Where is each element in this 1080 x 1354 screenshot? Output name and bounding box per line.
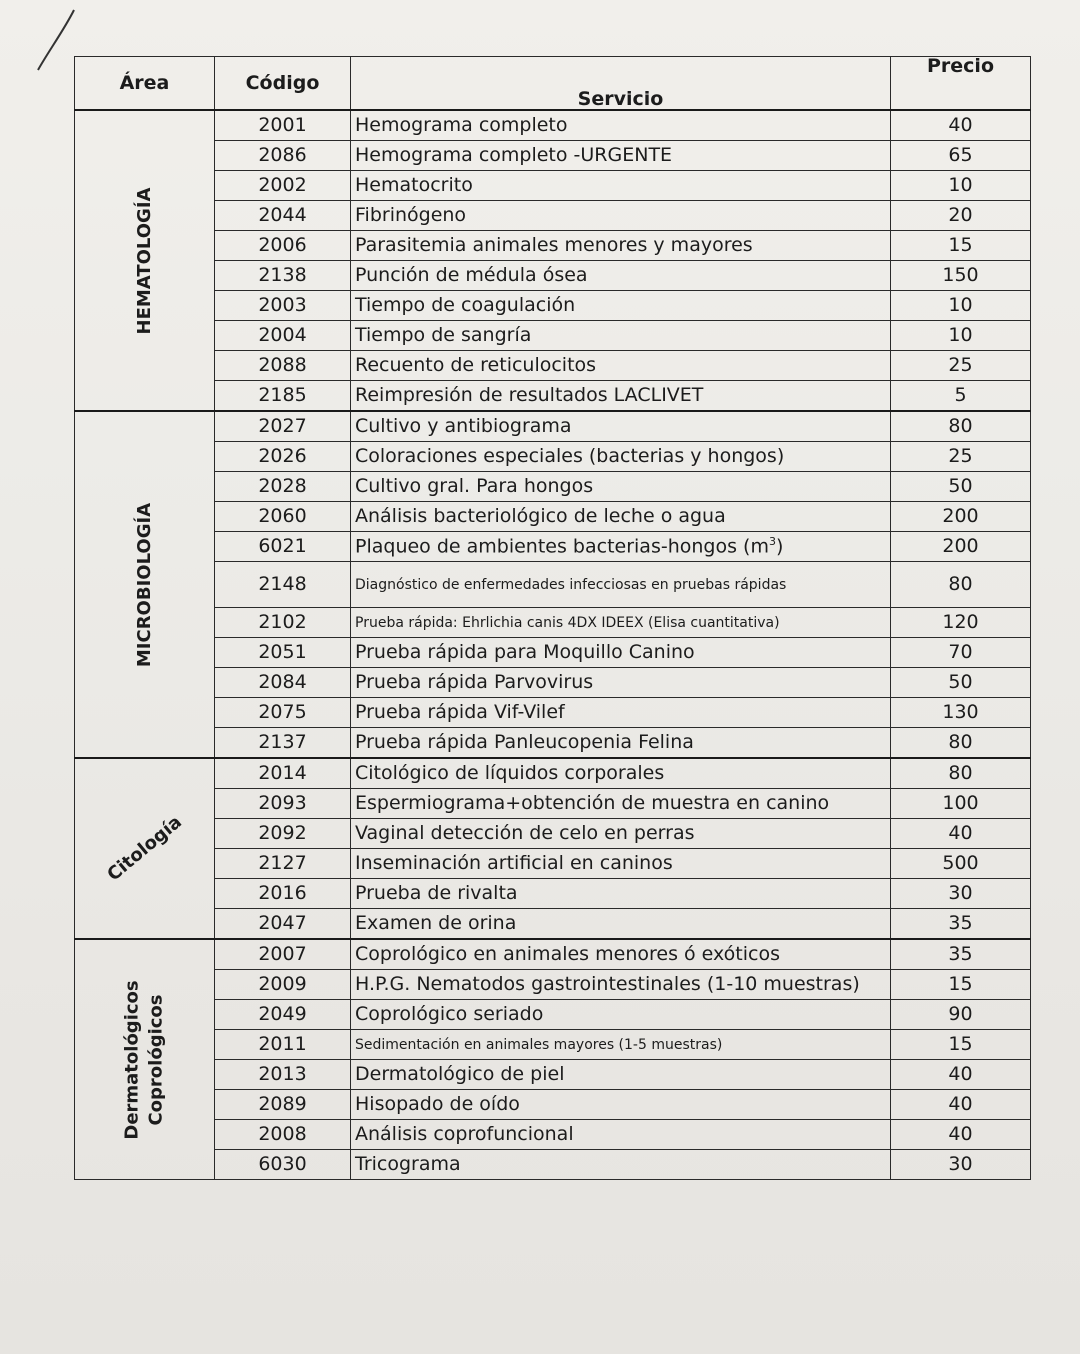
service-text-end: ): [775, 535, 784, 558]
service-cell: [351, 1120, 891, 1150]
service-cell: [351, 879, 891, 909]
service-text: H.P.G. Nematodos gastrointestinales (1-10 muestras): [355, 973, 860, 995]
price-cell: 25: [891, 442, 1031, 472]
service-text: Diagnóstico de enfermedades infecciosas en pruebas rápidas: [355, 576, 787, 593]
price-cell: 40: [891, 1090, 1031, 1120]
area-label-line: MICROBIOLOGÍA: [133, 502, 155, 667]
code-cell: 2003: [215, 291, 351, 321]
code-cell: 2148: [215, 562, 351, 608]
price-cell: 10: [891, 321, 1031, 351]
service-text: Coprológico seriado: [355, 1003, 544, 1025]
price-cell: 10: [891, 171, 1031, 201]
table-row: [75, 970, 1031, 1000]
service-text: Tricograma: [355, 1153, 461, 1175]
service-text: Vaginal detección de celo en perras: [355, 822, 695, 844]
code-cell: 2049: [215, 1000, 351, 1030]
service-cell: [351, 562, 891, 608]
table-row: [75, 141, 1031, 171]
price-cell: 80: [891, 562, 1031, 608]
pen-stroke-mark: [34, 8, 78, 72]
table-row: [75, 758, 1031, 789]
code-cell: 2007: [215, 939, 351, 970]
service-cell: [351, 201, 891, 231]
price-cell: 70: [891, 638, 1031, 668]
service-cell: [351, 668, 891, 698]
table-row: [75, 638, 1031, 668]
price-cell: 200: [891, 502, 1031, 532]
area-cell: [75, 110, 215, 411]
service-text: Prueba rápida Vif-Vilef: [355, 701, 565, 723]
price-table-body: [75, 110, 1031, 1180]
code-cell: 2044: [215, 201, 351, 231]
area-label-line: Citología: [102, 811, 186, 886]
service-cell: [351, 819, 891, 849]
service-cell: [351, 472, 891, 502]
service-text: Prueba rápida Parvovirus: [355, 671, 594, 693]
table-row: [75, 532, 1031, 562]
service-cell: [351, 502, 891, 532]
area-label-line: Dermatológicos: [121, 979, 143, 1140]
service-text: Cultivo gral. Para hongos: [355, 475, 594, 497]
service-cell: [351, 411, 891, 442]
code-cell: 2060: [215, 502, 351, 532]
service-text: Espermiograma+obtención de muestra en canino: [355, 792, 830, 814]
table-row: [75, 789, 1031, 819]
price-cell: 15: [891, 970, 1031, 1000]
table-row: [75, 1000, 1031, 1030]
price-table: [74, 56, 1031, 1180]
service-cell: [351, 1000, 891, 1030]
service-text: Parasitemia animales menores y mayores: [355, 234, 753, 256]
service-cell: [351, 909, 891, 940]
price-cell: 30: [891, 1150, 1031, 1180]
service-text: Sedimentación en animales mayores (1-5 muestras): [355, 1036, 723, 1053]
price-cell: 40: [891, 1060, 1031, 1090]
table-row: [75, 381, 1031, 412]
table-row: [75, 502, 1031, 532]
price-cell: 120: [891, 608, 1031, 638]
code-cell: 2002: [215, 171, 351, 201]
superscript: 3: [768, 535, 776, 549]
service-cell: [351, 728, 891, 759]
service-cell: [351, 231, 891, 261]
service-cell: [351, 442, 891, 472]
code-cell: 6021: [215, 532, 351, 562]
price-cell: 100: [891, 789, 1031, 819]
code-cell: 2088: [215, 351, 351, 381]
service-text: Prueba rápida para Moquillo Canino: [355, 641, 695, 663]
service-cell: [351, 789, 891, 819]
service-text: Coprológico en animales menores ó exóticos: [355, 943, 781, 965]
service-cell: [351, 608, 891, 638]
price-cell: 200: [891, 532, 1031, 562]
code-cell: 2092: [215, 819, 351, 849]
table-row: [75, 1120, 1031, 1150]
service-text: Recuento de reticulocitos: [355, 354, 597, 376]
area-label: [132, 187, 156, 334]
price-cell: 25: [891, 351, 1031, 381]
area-cell: [75, 411, 215, 758]
price-cell: 40: [891, 1120, 1031, 1150]
code-cell: 2185: [215, 381, 351, 412]
table-header-row: [75, 57, 1031, 111]
header-code: Código: [215, 57, 351, 111]
table-row: [75, 261, 1031, 291]
price-cell: 50: [891, 472, 1031, 502]
price-cell: 30: [891, 879, 1031, 909]
service-text: Examen de orina: [355, 912, 517, 934]
price-cell: 80: [891, 411, 1031, 442]
service-cell: [351, 849, 891, 879]
code-cell: 2006: [215, 231, 351, 261]
service-text: Tiempo de coagulación: [355, 294, 576, 316]
code-cell: 2138: [215, 261, 351, 291]
price-cell: 40: [891, 819, 1031, 849]
header-area: Área: [75, 57, 215, 111]
table-row: [75, 231, 1031, 261]
table-row: [75, 291, 1031, 321]
service-text: Inseminación artificial en caninos: [355, 852, 673, 874]
price-cell: 5: [891, 381, 1031, 412]
area-cell: [75, 758, 215, 939]
table-row: [75, 849, 1031, 879]
table-row: [75, 110, 1031, 141]
price-cell: 35: [891, 939, 1031, 970]
table-row: [75, 698, 1031, 728]
service-cell: [351, 532, 891, 562]
table-row: [75, 201, 1031, 231]
code-cell: 2051: [215, 638, 351, 668]
service-text: Hemograma completo: [355, 114, 568, 136]
service-cell: [351, 261, 891, 291]
code-cell: 2137: [215, 728, 351, 759]
code-cell: 2013: [215, 1060, 351, 1090]
price-cell: 130: [891, 698, 1031, 728]
area-cell: [75, 939, 215, 1180]
table-row: [75, 472, 1031, 502]
table-row: [75, 1090, 1031, 1120]
area-label: [120, 980, 169, 1139]
service-cell: [351, 171, 891, 201]
area-label: [132, 502, 156, 666]
code-cell: 2047: [215, 909, 351, 940]
area-label-line-2: Coprológicos: [145, 993, 167, 1126]
code-cell: 6030: [215, 1150, 351, 1180]
price-cell: 15: [891, 231, 1031, 261]
price-cell: 65: [891, 141, 1031, 171]
price-cell: 90: [891, 1000, 1031, 1030]
header-service: Servicio: [351, 57, 891, 111]
service-text: Reimpresión de resultados LACLIVET: [355, 384, 704, 406]
table-row: [75, 411, 1031, 442]
code-cell: 2075: [215, 698, 351, 728]
price-cell: 80: [891, 728, 1031, 759]
code-cell: 2014: [215, 758, 351, 789]
service-cell: [351, 110, 891, 141]
service-cell: [351, 321, 891, 351]
code-cell: 2011: [215, 1030, 351, 1060]
service-text: Hemograma completo -URGENTE: [355, 144, 673, 166]
service-text: Hematocrito: [355, 174, 473, 196]
code-cell: 2086: [215, 141, 351, 171]
service-cell: [351, 970, 891, 1000]
price-cell: 10: [891, 291, 1031, 321]
code-cell: 2009: [215, 970, 351, 1000]
area-label-line: HEMATOLOGÍA: [133, 187, 155, 334]
service-cell: [351, 381, 891, 412]
price-cell: 80: [891, 758, 1031, 789]
service-cell: [351, 1090, 891, 1120]
service-text: Dermatológico de piel: [355, 1063, 565, 1085]
code-cell: 2001: [215, 110, 351, 141]
table-row: [75, 819, 1031, 849]
service-text: Prueba rápida Panleucopenia Felina: [355, 731, 694, 753]
price-cell: 40: [891, 110, 1031, 141]
service-cell: [351, 1030, 891, 1060]
table-row: [75, 879, 1031, 909]
code-cell: 2016: [215, 879, 351, 909]
service-text: Punción de médula ósea: [355, 264, 588, 286]
table-row: [75, 562, 1031, 608]
price-cell: 15: [891, 1030, 1031, 1060]
table-row: [75, 939, 1031, 970]
table-row: [75, 668, 1031, 698]
table-row: [75, 909, 1031, 940]
table-row: [75, 608, 1031, 638]
service-cell: [351, 758, 891, 789]
code-cell: 2004: [215, 321, 351, 351]
code-cell: 2008: [215, 1120, 351, 1150]
code-cell: 2089: [215, 1090, 351, 1120]
service-text: Prueba de rivalta: [355, 882, 518, 904]
code-cell: 2093: [215, 789, 351, 819]
service-text: Hisopado de oído: [355, 1093, 520, 1115]
price-cell: 50: [891, 668, 1031, 698]
service-text: Cultivo y antibiograma: [355, 415, 572, 437]
service-text: Prueba rápida: Ehrlichia canis 4DX IDEEX (Elisa cuantitativa): [355, 614, 780, 631]
price-cell: 20: [891, 201, 1031, 231]
service-text: Análisis coprofuncional: [355, 1123, 574, 1145]
service-text: Citológico de líquidos corporales: [355, 762, 665, 784]
service-cell: [351, 939, 891, 970]
code-cell: 2028: [215, 472, 351, 502]
table-row: [75, 442, 1031, 472]
price-cell: 150: [891, 261, 1031, 291]
service-cell: [351, 291, 891, 321]
table-row: [75, 321, 1031, 351]
table-row: [75, 728, 1031, 759]
table-row: [75, 1030, 1031, 1060]
header-price: Precio: [891, 57, 1031, 111]
code-cell: 2027: [215, 411, 351, 442]
service-cell: [351, 1060, 891, 1090]
code-cell: 2102: [215, 608, 351, 638]
service-text: Análisis bacteriológico de leche o agua: [355, 505, 726, 527]
service-text: Tiempo de sangría: [355, 324, 532, 346]
service-text: Fibrinógeno: [355, 204, 467, 226]
table-row: [75, 1060, 1031, 1090]
code-cell: 2026: [215, 442, 351, 472]
service-cell: [351, 141, 891, 171]
service-cell: [351, 638, 891, 668]
code-cell: 2084: [215, 668, 351, 698]
area-label: [102, 810, 187, 887]
service-text: Plaqueo de ambientes bacterias-hongos (m: [355, 535, 769, 558]
table-row: [75, 1150, 1031, 1180]
service-cell: [351, 1150, 891, 1180]
service-cell: [351, 351, 891, 381]
code-cell: 2127: [215, 849, 351, 879]
table-row: [75, 171, 1031, 201]
service-cell: [351, 698, 891, 728]
price-cell: 500: [891, 849, 1031, 879]
table-row: [75, 351, 1031, 381]
service-text: Coloraciones especiales (bacterias y hongos): [355, 445, 785, 467]
price-cell: 35: [891, 909, 1031, 940]
